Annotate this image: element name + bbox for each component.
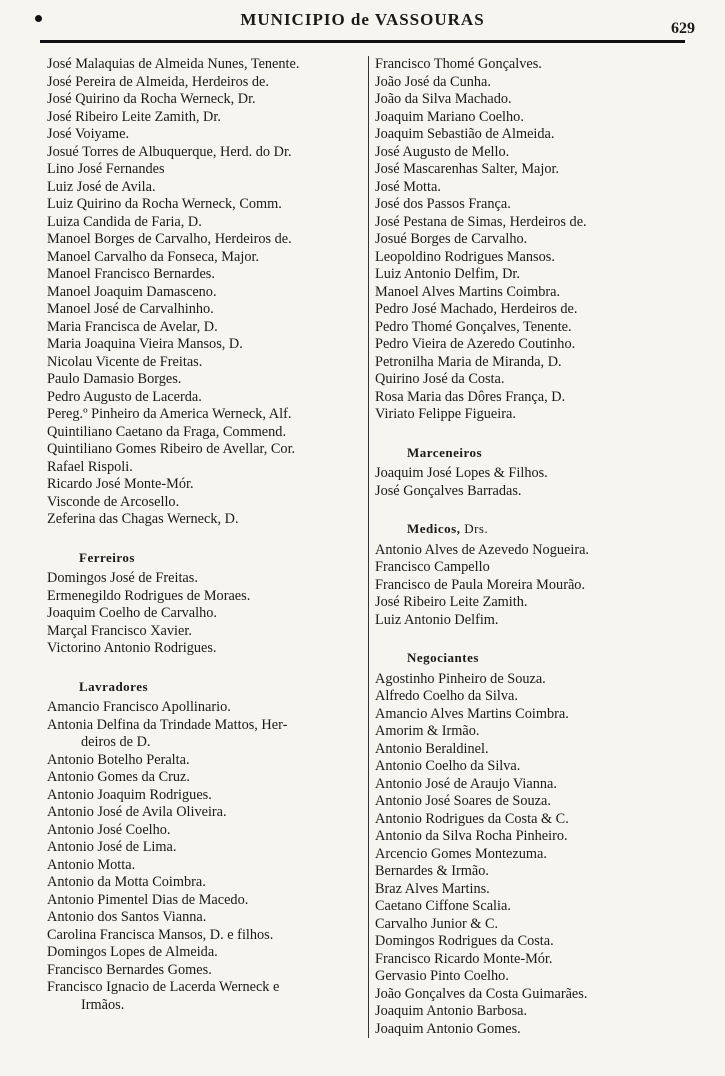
medicos-list xyxy=(375,542,675,630)
list-item: Joaquim Coelho de Carvalho. xyxy=(47,605,217,621)
list-item: Domingos Rodrigues da Costa. xyxy=(375,933,554,949)
list-item: José Ribeiro Leite Zamith, Dr. xyxy=(47,108,221,125)
header-rule xyxy=(40,40,685,43)
page-number: 629 xyxy=(671,20,695,37)
list-item: Quintiliano Caetano da Fraga, Commend. xyxy=(47,423,287,440)
list-item: Ermenegildo Rodrigues de Moraes. xyxy=(47,587,251,604)
list-item: Viriato Felippe Figueira. xyxy=(375,406,516,422)
list-item: Rosa Maria das Dôres França, D. xyxy=(375,388,566,405)
list-item: Joaquim Antonio Gomes. xyxy=(375,1020,521,1037)
section-heading-medicos xyxy=(375,520,675,538)
list-item: Carolina Francisca Mansos, D. e filhos. xyxy=(47,926,274,943)
list-item: Carvalho Junior & C. xyxy=(375,915,499,932)
medicos-heading-sub: Drs. xyxy=(464,521,489,536)
lavradores-list xyxy=(47,699,360,1014)
list-item: Marçal Francisco Xavier. xyxy=(47,622,192,639)
list-item: Manoel José de Carvalhinho. xyxy=(47,301,214,317)
list-item: Manoel Alves Martins Coimbra. xyxy=(375,283,561,300)
page-title: MUNICIPIO de VASSOURAS xyxy=(240,10,485,29)
list-item: Luiz Antonio Delfim. xyxy=(375,611,499,628)
list-item: João José da Cunha. xyxy=(375,73,491,90)
list-item: Nicolau Vicente de Freitas. xyxy=(47,353,203,370)
list-item: Domingos Lopes de Almeida. xyxy=(47,944,218,960)
list-item: Amorim & Irmão. xyxy=(375,723,480,739)
list-item: Domingos José de Freitas. xyxy=(47,570,198,586)
list-item: Antonio Botelho Peralta. xyxy=(47,751,190,768)
list-item: Antonio Beraldinel. xyxy=(375,740,489,757)
list-item: Antonio José de Lima. xyxy=(47,839,177,855)
list-item: Manoel Joaquim Damasceno. xyxy=(47,283,217,300)
list-item: Francisco Ricardo Monte-Mór. xyxy=(375,950,553,967)
list-item: Antonio Joaquim Rodrigues. xyxy=(47,786,212,803)
list-item: Arcencio Gomes Montezuma. xyxy=(375,845,547,862)
medicos-heading-label: Medicos, xyxy=(407,521,461,536)
list-item: Leopoldino Rodrigues Mansos. xyxy=(375,248,555,265)
list-item: Ricardo José Monte-Mór. xyxy=(47,476,194,492)
list-item: José Gonçalves Barradas. xyxy=(375,482,522,499)
list-item: Antonio Rodrigues da Costa & C. xyxy=(375,810,569,827)
list-item: Francisco Campello xyxy=(375,559,490,575)
list-item: Braz Alves Martins. xyxy=(375,880,490,897)
list-item: Paulo Damasio Borges. xyxy=(47,371,182,387)
list-item: Quintiliano Gomes Ribeiro de Avellar, Cor. xyxy=(47,441,296,457)
list-item: Manoel Borges de Carvalho, Herdeiros de. xyxy=(47,231,292,247)
list-item: Francisco Bernardes Gomes. xyxy=(47,961,212,978)
right-column xyxy=(368,56,675,1038)
list-item: Luiz Quirino da Rocha Werneck, Comm. xyxy=(47,196,282,212)
section-heading-lavradores: Lavradores xyxy=(79,678,149,694)
left-top-list xyxy=(47,56,360,529)
list-item: Joaquim Sebastião de Almeida. xyxy=(375,126,555,142)
list-item: José Pereira de Almeida, Herdeiros de. xyxy=(47,73,269,90)
list-item: Lino José Fernandes xyxy=(47,161,165,177)
list-item: José Mascarenhas Salter, Major. xyxy=(375,161,560,177)
list-item: Joaquim José Lopes & Filhos. xyxy=(375,465,548,481)
list-item: Antonio Motta. xyxy=(47,856,136,873)
section-heading-ferreiros: Ferreiros xyxy=(79,549,135,565)
list-item: João Gonçalves da Costa Guimarães. xyxy=(375,985,588,1002)
list-item: Antonio José Soares de Souza. xyxy=(375,793,551,809)
list-item: Luiz Antonio Delfim, Dr. xyxy=(375,266,520,282)
list-item: Gervasio Pinto Coelho. xyxy=(375,968,509,984)
list-item: Antonio da Motta Coimbra. xyxy=(47,874,206,890)
list-item: José Augusto de Mello. xyxy=(375,143,510,160)
list-item: Joaquim Antonio Barbosa. xyxy=(375,1003,528,1019)
list-item: Rafael Rispoli. xyxy=(47,458,133,475)
marceneiros-list xyxy=(375,465,675,500)
list-item: Antonio dos Santos Vianna. xyxy=(47,909,207,925)
list-item: Pedro Thomé Gonçalves, Tenente. xyxy=(375,318,572,335)
list-item: Pereg.º Pinheiro da America Werneck, Alf. xyxy=(47,406,292,422)
list-item: José dos Passos França. xyxy=(375,196,511,212)
list-item: Alfredo Coelho da Silva. xyxy=(375,688,518,704)
list-item: Zeferina das Chagas Werneck, D. xyxy=(47,511,239,527)
list-item: Antonio José de Avila Oliveira. xyxy=(47,804,227,820)
right-top-list xyxy=(375,56,675,424)
list-item: Quirino José da Costa. xyxy=(375,371,505,387)
list-item: Pedro José Machado, Herdeiros de. xyxy=(375,301,578,317)
page-header xyxy=(40,10,695,40)
list-item: Antonio Alves de Azevedo Nogueira. xyxy=(375,541,590,558)
list-item: José Ribeiro Leite Zamith. xyxy=(375,594,528,610)
list-item: José Quirino da Rocha Werneck, Dr. xyxy=(47,91,256,107)
list-item: Maria Francisca de Avelar, D. xyxy=(47,318,218,335)
list-item: José Malaquias de Almeida Nunes, Tenente. xyxy=(47,56,300,72)
list-item: Petronilha Maria de Miranda, D. xyxy=(375,353,562,370)
list-item: Pedro Vieira de Azeredo Coutinho. xyxy=(375,336,576,352)
list-item: Antonio José Coelho. xyxy=(47,821,171,838)
list-item: Maria Joaquina Vieira Mansos, D. xyxy=(47,336,243,352)
list-item-continuation: Irmãos. xyxy=(81,996,125,1013)
left-column xyxy=(47,56,360,1014)
list-item: Victorino Antonio Rodrigues. xyxy=(47,640,217,656)
list-item: Manoel Carvalho da Fonseca, Major. xyxy=(47,248,260,265)
list-item: Francisco de Paula Moreira Mourão. xyxy=(375,576,586,593)
list-item: Joaquim Mariano Coelho. xyxy=(375,108,524,125)
list-item: Antonio Pimentel Dias de Macedo. xyxy=(47,891,249,908)
ferreiros-list xyxy=(47,570,360,658)
list-item: Amancio Alves Martins Coimbra. xyxy=(375,705,569,722)
list-item: Luiza Candida de Faria, D. xyxy=(47,213,202,230)
list-item: Visconde de Arcosello. xyxy=(47,493,180,510)
list-item: Francisco Ignacio de Lacerda Werneck e xyxy=(47,979,280,995)
list-item: José Voiyame. xyxy=(47,126,130,142)
list-item: Caetano Ciffone Scalia. xyxy=(375,898,511,914)
list-item: Antonio José de Araujo Vianna. xyxy=(375,775,557,792)
list-item: Bernardes & Irmão. xyxy=(375,863,489,879)
list-item: Luiz José de Avila. xyxy=(47,178,156,195)
list-item-continuation: deiros de D. xyxy=(81,734,151,750)
section-heading-negociantes: Negociantes xyxy=(407,650,479,665)
list-item: Antonio Gomes da Cruz. xyxy=(47,769,190,785)
list-item: Antonia Delfina da Trindade Mattos, Her- xyxy=(47,716,288,733)
list-item: José Motta. xyxy=(375,178,441,195)
list-item: Agostinho Pinheiro de Souza. xyxy=(375,670,546,687)
list-item: João da Silva Machado. xyxy=(375,91,512,107)
section-heading-marceneiros: Marceneiros xyxy=(407,444,483,460)
list-item: Manoel Francisco Bernardes. xyxy=(47,266,215,282)
negociantes-list xyxy=(375,671,675,1039)
list-item: Antonio Coelho da Silva. xyxy=(375,758,521,774)
list-item: José Pestana de Simas, Herdeiros de. xyxy=(375,213,587,230)
list-item: Pedro Augusto de Lacerda. xyxy=(47,388,202,405)
list-item: Amancio Francisco Apollinario. xyxy=(47,699,231,715)
list-item: Josué Torres de Albuquerque, Herd. do Dr. xyxy=(47,143,292,160)
list-item: Antonio da Silva Rocha Pinheiro. xyxy=(375,828,568,844)
list-item: Francisco Thomé Gonçalves. xyxy=(375,56,542,72)
list-item: Josué Borges de Carvalho. xyxy=(375,231,528,247)
